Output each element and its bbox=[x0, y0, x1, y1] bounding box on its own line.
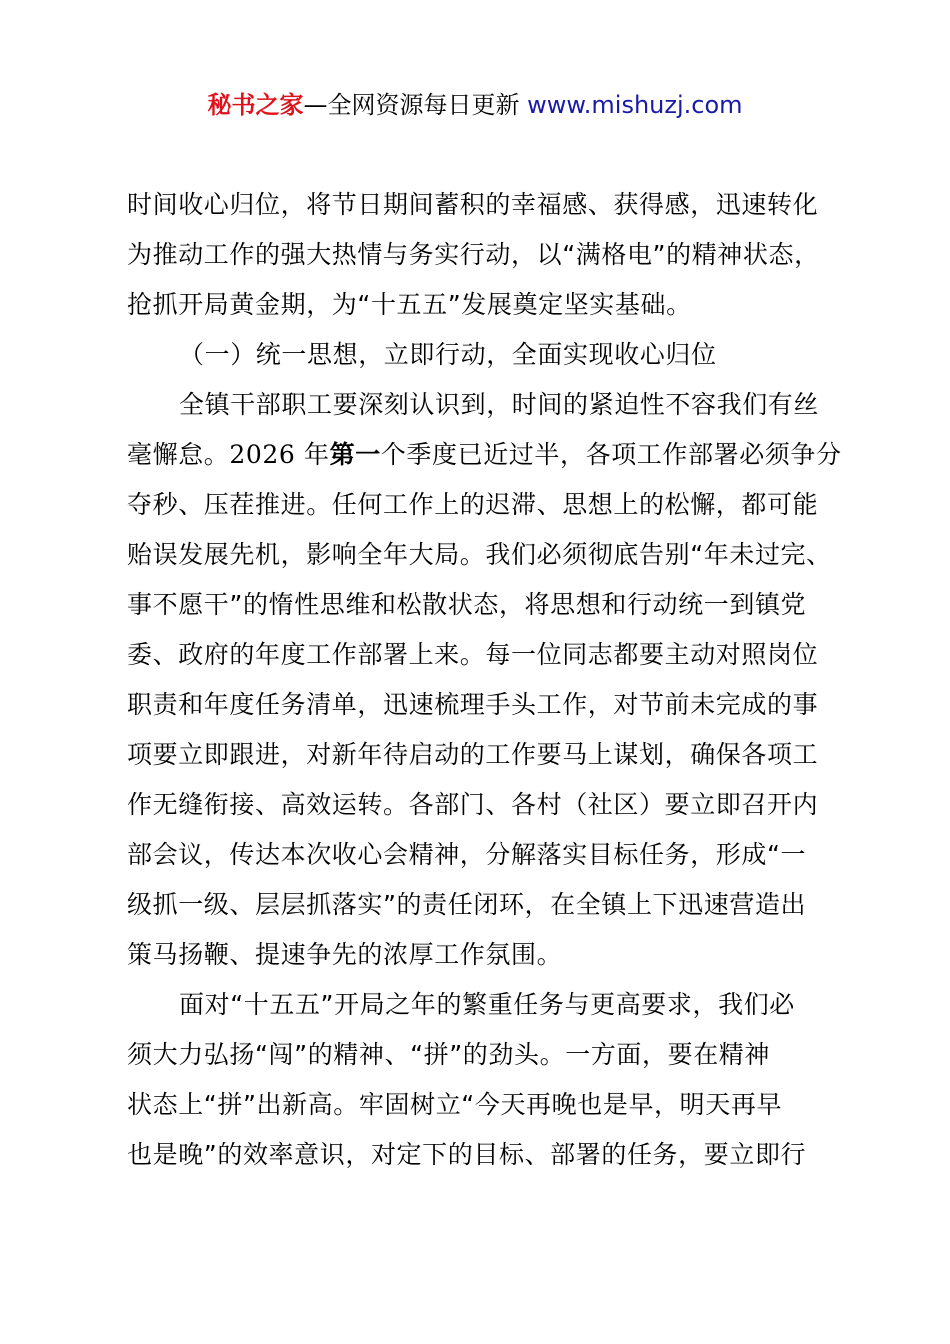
text-line: 项要立即跟进，对新年待启动的工作要马上谋划，确保各项工 bbox=[127, 740, 819, 769]
text-line: 须大力弘扬“闯”的精神、“拼”的劲头。一方面，要在精神 bbox=[127, 1040, 771, 1069]
year-number: 2026 bbox=[229, 440, 296, 469]
header-slogan: —全网资源每日更新 bbox=[303, 91, 528, 119]
text-line: 全镇干部职工要深刻认识到，时间的紧迫性不容我们有丝 bbox=[179, 390, 820, 419]
text-line: 时间收心归位，将节日期间蓄积的幸福感、获得感，迅速转化 bbox=[127, 190, 819, 219]
text-line: 为推动工作的强大热情与务实行动，以“满格电”的精神状态， bbox=[127, 240, 820, 269]
text-line: 部会议，传达本次收心会精神，分解落实目标任务，形成“一 bbox=[127, 840, 807, 869]
text-line: 抢抓开局黄金期，为“十五五”发展奠定坚实基础。 bbox=[127, 290, 692, 319]
page-header bbox=[0, 88, 950, 122]
text-fragment: 毫懈怠。 bbox=[127, 440, 230, 469]
text-fragment: 年 bbox=[295, 440, 330, 469]
site-url-link[interactable]: www.mishuzj.com bbox=[527, 91, 743, 119]
text-line: 级抓一级、层层抓落实”的责任闭环，在全镇上下迅速营造出 bbox=[127, 890, 807, 919]
text-line: 事不愿干”的惰性思维和松散状态，将思想和行动统一到镇党 bbox=[127, 590, 807, 619]
brand-name: 秘书之家 bbox=[207, 91, 304, 119]
text-fragment: 个季度已近过半，各项工作部署必须争分 bbox=[380, 440, 842, 469]
text-line: 也是晚”的效率意识，对定下的目标、部署的任务，要立即行 bbox=[127, 1140, 807, 1169]
text-line: 夺秒、压茬推进。任何工作上的迟滞、思想上的松懈，都可能 bbox=[127, 490, 819, 519]
text-line: 策马扬鞭、提速争先的浓厚工作氛围。 bbox=[127, 940, 563, 969]
text-line bbox=[127, 434, 847, 484]
text-line: 委、政府的年度工作部署上来。每一位同志都要主动对照岗位 bbox=[127, 640, 819, 669]
text-line: 贻误发展先机，影响全年大局。我们必须彻底告别“年未过完、 bbox=[127, 540, 832, 569]
text-line: 作无缝衔接、高效运转。各部门、各村（社区）要立即召开内 bbox=[127, 790, 819, 819]
text-line: 面对“十五五”开局之年的繁重任务与更高要求，我们必 bbox=[179, 990, 795, 1019]
text-line: 职责和年度任务清单，迅速梳理手头工作，对节前未完成的事 bbox=[127, 690, 819, 719]
section-heading: （一）统一思想，立即行动，全面实现收心归位 bbox=[179, 340, 717, 369]
text-line: 状态上“拼”出新高。牢固树立“今天再晚也是早，明天再早 bbox=[127, 1090, 783, 1119]
bold-emphasis: 第一 bbox=[329, 440, 381, 469]
document-body bbox=[127, 184, 847, 1184]
